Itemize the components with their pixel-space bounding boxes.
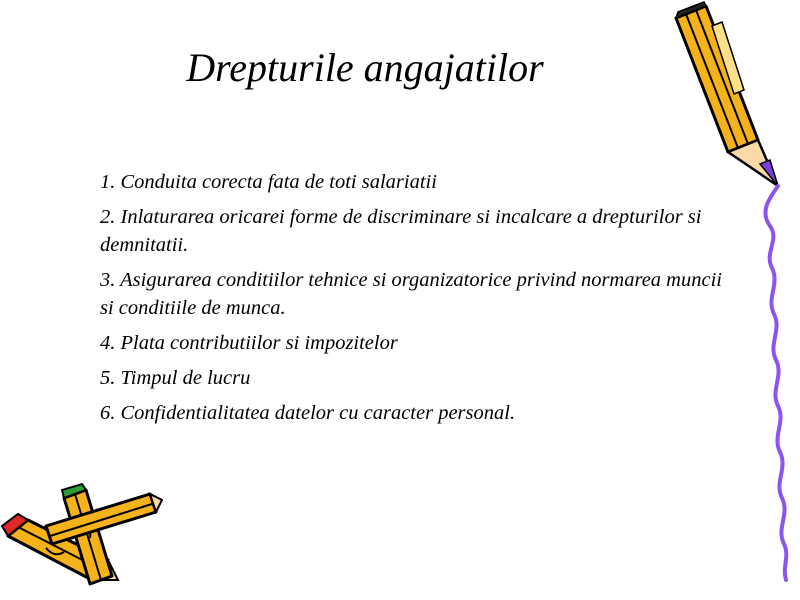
crayons-icon [2, 484, 162, 584]
slide-title: Drepturile angajatilor [186, 45, 544, 90]
pencil-icon [676, 2, 778, 186]
list-item: 5. Timpul de lucru [100, 367, 251, 389]
list-item: 3. Asigurarea conditiilor tehnice si organizatorice privind normarea muncii si conditiile de munca. [100, 269, 722, 319]
list-item: 2. Inlaturarea oricarei forme de discriminare si incalcare a drepturilor si demnitatii. [100, 206, 702, 256]
scribble-line-icon [765, 186, 786, 580]
list-item: 4. Plata contributiilor si impozitelor [100, 332, 398, 354]
list-item: 6. Confidentialitatea datelor cu caracter personal. [100, 402, 516, 424]
list-item: 1. Conduita corecta fata de toti salariatii [100, 171, 437, 193]
